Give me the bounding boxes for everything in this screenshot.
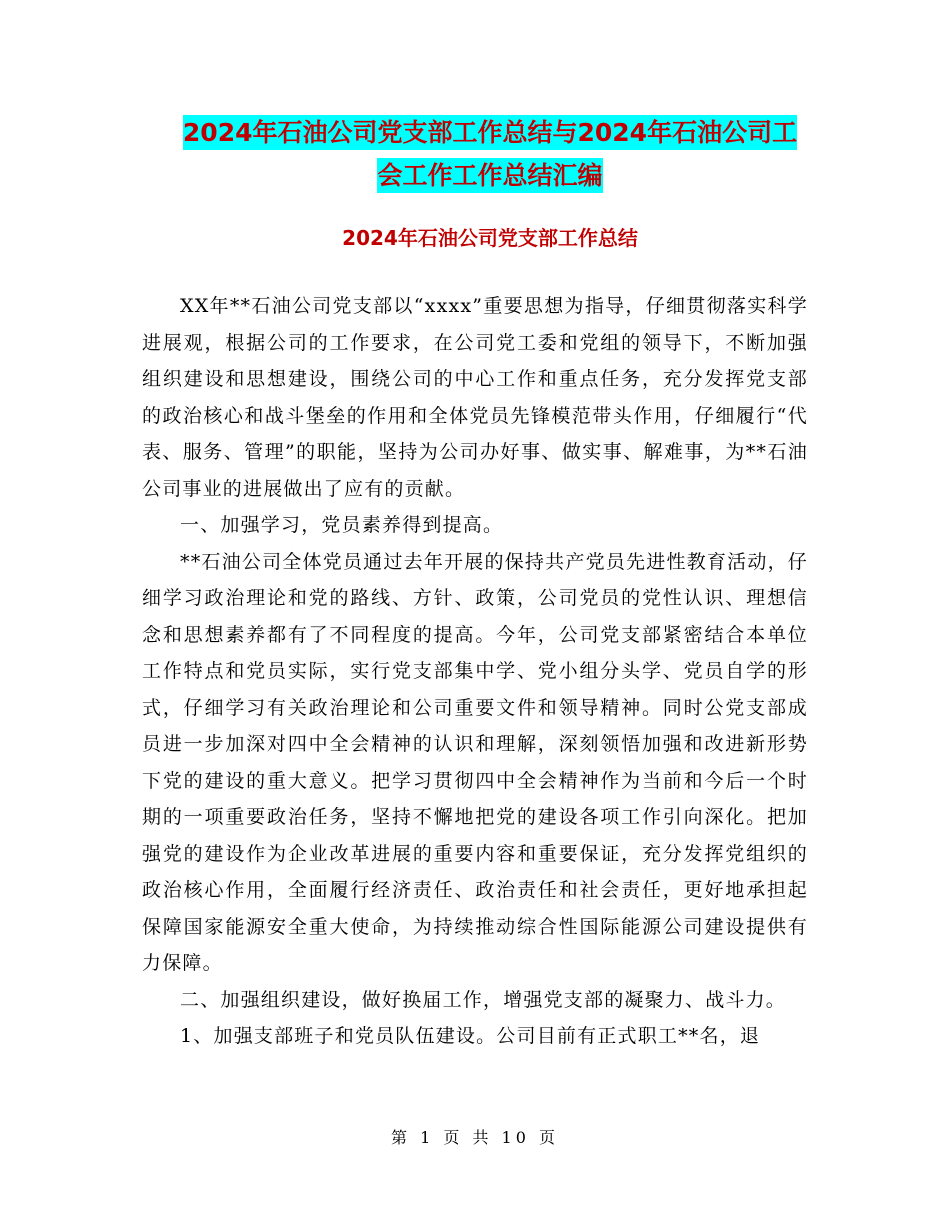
title-highlight-2: 会工作工作总结汇编 (377, 158, 602, 193)
title-highlight-1: 2024年石油公司党支部工作总结与2024年石油公司工 (183, 115, 797, 150)
section-title: 2024年石油公司党支部工作总结 (342, 226, 638, 250)
paragraph: 1、加强支部班子和党员队伍建设。公司目前有正式职工**名，退 (180, 1025, 761, 1047)
paragraph: 二、加强组织建设，做好换届工作，增强党支部的凝聚力、战斗力。 (180, 988, 787, 1011)
document-title-line-2 (140, 153, 840, 199)
body-text (142, 288, 808, 1055)
paragraph: XX年**石油公司党支部以“xxxx”重要思想为指导，仔细贯彻落实科学进展观，根据公司的工作要求，在公司党工委和党组的领导下，不断加强组织建设和思想建设，围绕公司的中心工作和重点任务，充分发挥党支部的政治核心和战斗堡垒的作用和全体党员先锋模范带头作用，仔细履行“代表、服务、管理”的职能，坚持为公司办好事、做实事、解难事，为**石油公司事业的进展做出了应有的贡献。 (142, 295, 808, 500)
paragraph: 一、加强学习，党员素养得到提高。 (180, 514, 504, 536)
paragraph: **石油公司全体党员通过去年开展的保持共产党员先进性教育活动，仔细学习政治理论和党的路线、方针、政策，公司党员的党性认识、理想信念和思想素养都有了不同程度的提高。今年，公司党支部紧密结合本单位工作特点和党员实际，实行党支部集中学、党小组分头学、党员自学的形式，仔细学习有关政治理论和公司重要文件和领导精神。同时公党支部成员进一步加深对四中全会精神的认识和理解，深刻领悟加强和改进新形势下党的建设的重大意义。把学习贯彻四中全会精神作为当前和今后一个时期的一项重要政治任务，坚持不懈地把党的建设各项工作引向深化。把加强党的建设作为企业改革进展的重要内容和重要保证，充分发挥党组织的政治核心作用，全面履行经济责任、政治责任和社会责任，更好地承担起保障国家能源安全重大使命，为持续推动综合性国际能源公司建设提供有力保障。 (142, 550, 808, 974)
document-title-line-1 (140, 110, 840, 156)
page-footer: 第 1 页 共 10 页 (391, 1128, 559, 1147)
